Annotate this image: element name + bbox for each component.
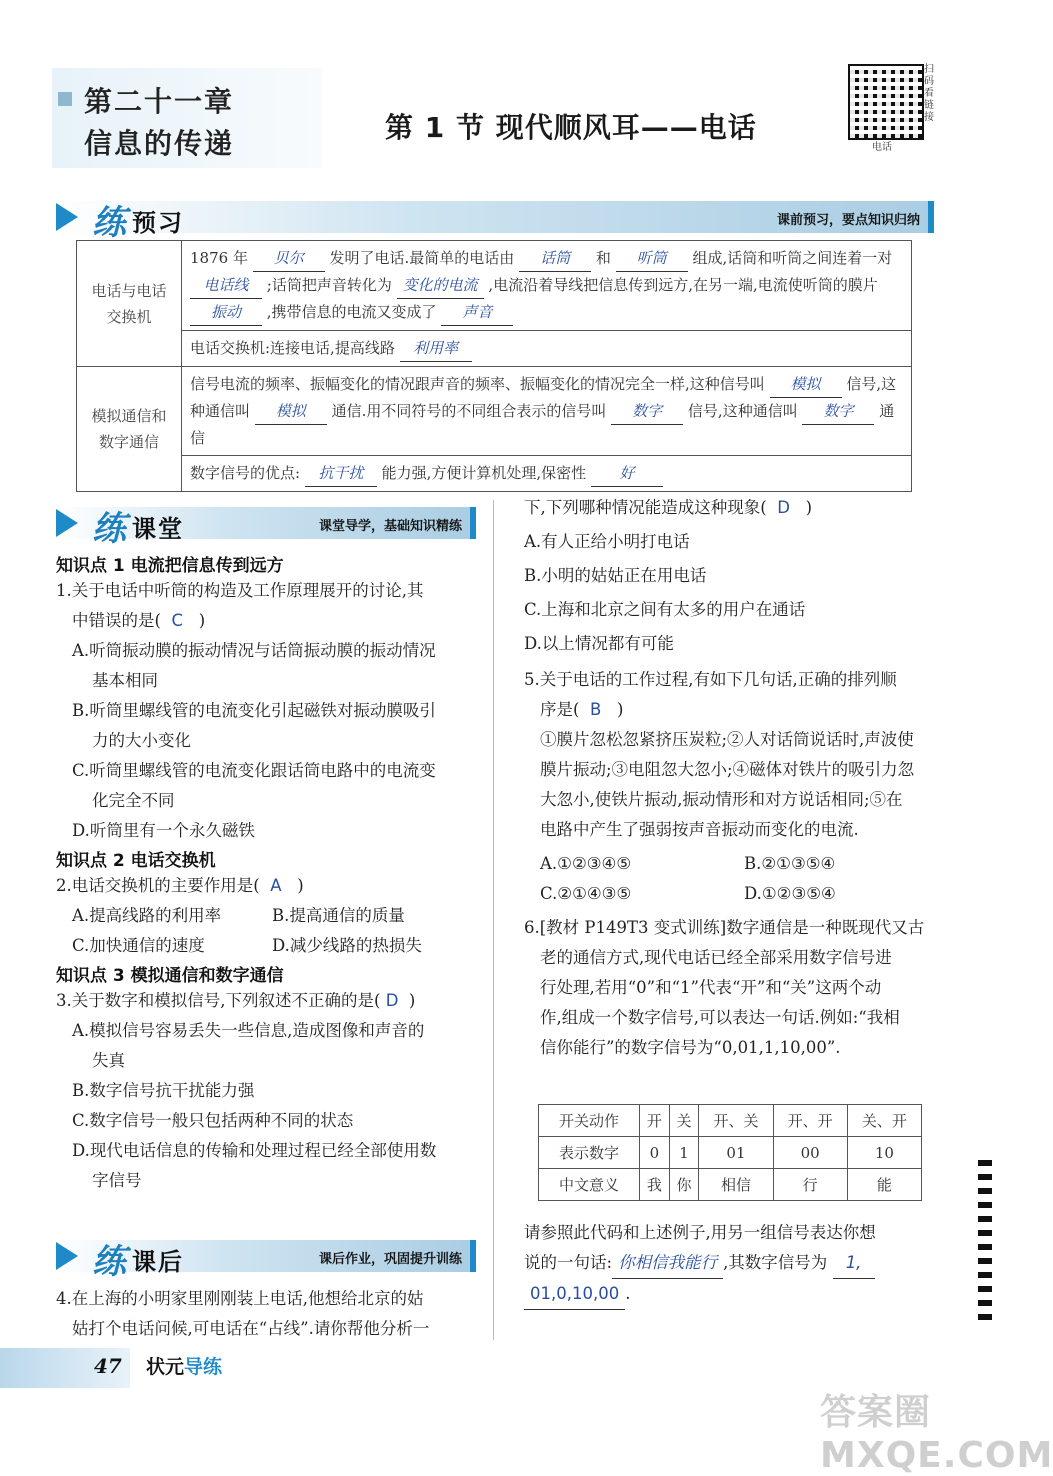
row-label-signal: 模拟通信和数字通信 [77, 367, 182, 492]
text: ) [198, 611, 206, 630]
table-cell: 开 [640, 1105, 670, 1137]
answer: 利用率 [400, 335, 472, 362]
option-d: D.听筒里有一个永久磁铁 [72, 821, 255, 840]
classroom-banner [56, 507, 476, 549]
watermark: 答案圈 MXQE.COM [820, 1392, 1053, 1476]
table-cell: 我 [640, 1169, 670, 1201]
arrow-icon [56, 509, 78, 537]
text: 和 [595, 249, 611, 267]
preview-banner [56, 201, 934, 243]
knowledge-point-1: 知识点 1 电流把信息传到远方 [56, 556, 284, 576]
answer: 01,0,10,00 [524, 1279, 625, 1310]
option-c-cont: 化完全不同 [92, 791, 175, 810]
text: 信号,这种通信叫 [687, 402, 798, 420]
text: ) [408, 991, 416, 1010]
table-cell: 关、开 [847, 1105, 921, 1137]
qr-side-text: 扫码看链接 [924, 64, 934, 123]
q6-answer [524, 1218, 944, 1310]
practice-icon: 练 [92, 203, 126, 243]
row-label-phone: 电话与电话交换机 [77, 241, 182, 367]
option-a-cont: 失真 [92, 1051, 125, 1070]
text: ) [617, 700, 624, 719]
practice-icon: 练 [92, 1242, 126, 1282]
practice-icon: 练 [92, 509, 126, 549]
text: 下,下列哪种情况能造成这种现象( [524, 498, 767, 517]
q6-answer-line2 [524, 1279, 944, 1310]
text: 2.电话交换机的主要作用是( [56, 876, 260, 895]
table-cell: 0 [640, 1137, 670, 1169]
table-cell: 开、关 [699, 1105, 773, 1137]
option-a: A.①②③④⑤ [540, 854, 632, 873]
answer: 变化的电流 [397, 272, 484, 299]
brand-part: 状元 [146, 1356, 185, 1378]
q2-options-cd [56, 931, 480, 961]
text: 数字信号的优点: [190, 464, 301, 482]
table-cell: 开、开 [773, 1105, 847, 1137]
text: 能力强,方便计算机处理,保密性 [381, 464, 587, 482]
option-b: B.数字信号抗干扰能力强 [72, 1081, 255, 1100]
phone-cell [182, 241, 912, 331]
text: 1876 年 [190, 249, 248, 267]
q5-items: ①膜片忽松忽紧挤压炭粒;②人对话筒说话时,声波使 [540, 730, 914, 749]
table-row [539, 1137, 922, 1169]
option-a: A.有人正给小明打电话 [524, 532, 690, 551]
option-d: D.减少线路的热损失 [272, 936, 422, 955]
q4-stem: 4.在上海的小明家里刚刚装上电话,他想给北京的姑 [56, 1289, 424, 1308]
answer: 1, [833, 1248, 875, 1279]
q6-after: 请参照此代码和上述例子,用另一组信号表达你想 [524, 1223, 876, 1242]
text: 信号,这种通信叫 [190, 375, 897, 420]
arrow-icon [56, 203, 78, 231]
option-d: D.①②③⑤④ [744, 884, 836, 903]
preview-title: 预习 [132, 209, 184, 237]
answer: D [385, 991, 399, 1010]
table-cell: 关 [669, 1105, 699, 1137]
text: . [625, 1284, 631, 1303]
after-title: 课后 [132, 1248, 184, 1276]
q6-line: 信你能行”的数字信号为“0,01,1,10,00”. [540, 1038, 841, 1057]
answer: 话筒 [519, 245, 591, 272]
after-class-banner [56, 1240, 476, 1282]
banner-bar [470, 507, 476, 539]
q5-items: 电路中产生了强弱按声音振动而变化的电流. [540, 820, 859, 839]
answer: 好 [591, 460, 663, 487]
text: 3.关于数字和模拟信号,下列叙述不正确的是( [56, 991, 381, 1010]
table-row [539, 1169, 922, 1201]
q5-stem: 5.关于电话的工作过程,有如下几句话,正确的排列顺 [524, 670, 897, 689]
q6-line: 行处理,若用“0”和“1”代表“开”和“关”这两个动 [540, 978, 882, 997]
q5-items: 大忽小,使铁片振动,振动情形和对方说话相同;⑤在 [540, 790, 903, 809]
text: 组成,话筒和听筒之间连着一对 [692, 249, 893, 267]
text: 序是( [540, 700, 580, 719]
table-cell: 相信 [699, 1169, 773, 1201]
knowledge-point-2: 知识点 2 电话交换机 [56, 851, 216, 871]
q6-line: 作,组成一个数字信号,可以表达一句话.例如:“我相 [540, 1008, 900, 1027]
answer: 电话线 [190, 272, 262, 299]
page-number: 47 [94, 1354, 122, 1378]
q4-start [56, 1284, 480, 1344]
q5 [524, 665, 944, 909]
answer: D [777, 498, 790, 517]
option-b: B.提高通信的质量 [272, 906, 405, 925]
q1-stem2 [56, 606, 480, 636]
table-cell: 10 [847, 1137, 921, 1169]
chapter-title: 信息的传递 [84, 127, 235, 160]
chapter-number: 第二十一章 [84, 85, 235, 118]
option-a-cont: 基本相同 [92, 671, 158, 690]
column-divider [493, 500, 494, 1340]
q6 [524, 913, 944, 1063]
text: ,电流沿着导线把信息传到远方,在另一端,电流使听筒的膜片 [488, 276, 878, 294]
text: 通信.用不同符号的不同组合表示的信号叫 [331, 402, 607, 420]
text: 电话交换机:连接电话,提高线路 [190, 339, 395, 357]
table-cell: 中文意义 [539, 1169, 640, 1201]
knowledge-point-3: 知识点 3 模拟通信和数字通信 [56, 966, 284, 986]
q6-stem: 6.[教材 P149T3 变式训练]数字通信是一种既现代又古 [524, 918, 925, 937]
banner-bar [928, 201, 934, 233]
text: 中错误的是( [72, 611, 161, 630]
qr-code-icon[interactable] [848, 64, 924, 140]
q6-line: 老的通信方式,现代电话已经全部采用数字信号进 [540, 948, 892, 967]
option-d: D.现代电话信息的传输和处理过程已经全部使用数 [72, 1141, 437, 1160]
option-b-cont: 力的大小变化 [92, 731, 191, 750]
option-a: A.模拟信号容易丢失一些信息,造成图像和声音的 [72, 1021, 425, 1040]
option-d-cont: 字信号 [92, 1171, 142, 1190]
answer: 振动 [190, 299, 262, 326]
right-column [524, 493, 944, 1063]
option-c: C.听筒里螺线管的电流变化跟话筒电路中的电流变 [72, 761, 436, 780]
table-cell: 你 [669, 1169, 699, 1201]
table-cell: 00 [773, 1137, 847, 1169]
option-b: B.听筒里螺线管的电流变化引起磁铁对振动膜吸引 [72, 701, 436, 720]
answer: B [589, 700, 602, 719]
after-subtitle: 课后作业，巩固提升训练 [318, 1252, 462, 1267]
q2 [56, 871, 480, 961]
preview-subtitle: 课前预习，要点知识归纳 [776, 213, 920, 228]
q4-stem2: 姑打个电话问候,可电话在“占线”.请你帮他分析一 [72, 1319, 430, 1338]
brand [146, 1352, 222, 1379]
answer: 模拟 [770, 371, 842, 398]
option-d: D.以上情况都有可能 [524, 634, 674, 653]
answer: 模拟 [255, 398, 327, 425]
q5-options-ab [524, 849, 944, 879]
qr-caption: 电话 [872, 142, 892, 153]
brand-part: 导练 [184, 1356, 223, 1378]
table-cell: 能 [847, 1169, 921, 1201]
arrow-icon [56, 1242, 78, 1270]
q5-options-cd [524, 879, 944, 909]
preview-table [76, 240, 912, 492]
switch-cell [182, 331, 912, 367]
chapter-marker [58, 92, 72, 106]
q4-stem3 [524, 493, 944, 523]
text: ;话筒把声音转化为 [266, 276, 392, 294]
option-c: C.上海和北京之间有太多的用户在通话 [524, 600, 806, 619]
answer: 数字 [802, 398, 874, 425]
text: ) [805, 498, 813, 517]
answer: 你相信我能行 [612, 1248, 723, 1279]
banner-bar [470, 1240, 476, 1272]
left-column [56, 551, 480, 1196]
q6-answer-line [524, 1248, 944, 1279]
q5-stem2 [524, 695, 944, 725]
text: 信号电流的频率、振幅变化的情况跟声音的频率、振幅变化的情况完全一样,这种信号叫 [190, 375, 765, 393]
option-c: C.②①④③⑤ [540, 884, 632, 903]
text: ) [297, 876, 304, 895]
answer: 抗干扰 [305, 460, 377, 487]
table-cell: 开关动作 [539, 1105, 640, 1137]
q2-stem [56, 871, 480, 901]
signal-cell [182, 367, 912, 456]
classroom-title: 课堂 [132, 515, 184, 543]
q3-stem [56, 986, 480, 1016]
answer: 声音 [441, 299, 513, 326]
page-edge-marks [978, 1160, 992, 1320]
answer: A [270, 876, 282, 895]
text: 说的一句话: [524, 1253, 613, 1272]
section-title: 第 1 节 现代顺风耳——电话 [385, 111, 757, 144]
code-table [538, 1104, 922, 1201]
table-cell: 行 [773, 1169, 847, 1201]
option-b: B.小明的姑姑正在用电话 [524, 566, 707, 585]
option-b: B.②①③⑤④ [744, 854, 836, 873]
q1 [56, 576, 480, 846]
q5-items: 膜片振动;③电阻忽大忽小;④磁体对铁片的吸引力忽 [540, 760, 915, 779]
option-c: C.加快通信的速度 [72, 936, 205, 955]
option-a: A.提高线路的利用率 [72, 906, 222, 925]
text: 发明了电话.最简单的电话由 [329, 249, 515, 267]
classroom-subtitle: 课堂导学，基础知识精练 [318, 519, 462, 534]
answer: 贝尔 [253, 245, 325, 272]
table-row [539, 1105, 922, 1137]
table-cell: 表示数字 [539, 1137, 640, 1169]
q2-options-ab [56, 901, 480, 931]
text: ,携带信息的电流又变成了 [266, 303, 437, 321]
answer: C [171, 611, 183, 630]
table-cell: 1 [669, 1137, 699, 1169]
text: ,其数字信号为 [723, 1253, 828, 1272]
answer: 数字 [611, 398, 683, 425]
table-cell: 01 [699, 1137, 773, 1169]
option-c: C.数字信号一般只包括两种不同的状态 [72, 1111, 354, 1130]
q3 [56, 986, 480, 1196]
option-a: A.听筒振动膜的振动情况与话筒振动膜的振动情况 [72, 641, 436, 660]
text: 通信 [190, 402, 895, 447]
answer: 听筒 [616, 245, 688, 272]
advantage-cell [182, 456, 912, 492]
q1-stem: 1.关于电话中听筒的构造及工作原理展开的讨论,其 [56, 581, 424, 600]
